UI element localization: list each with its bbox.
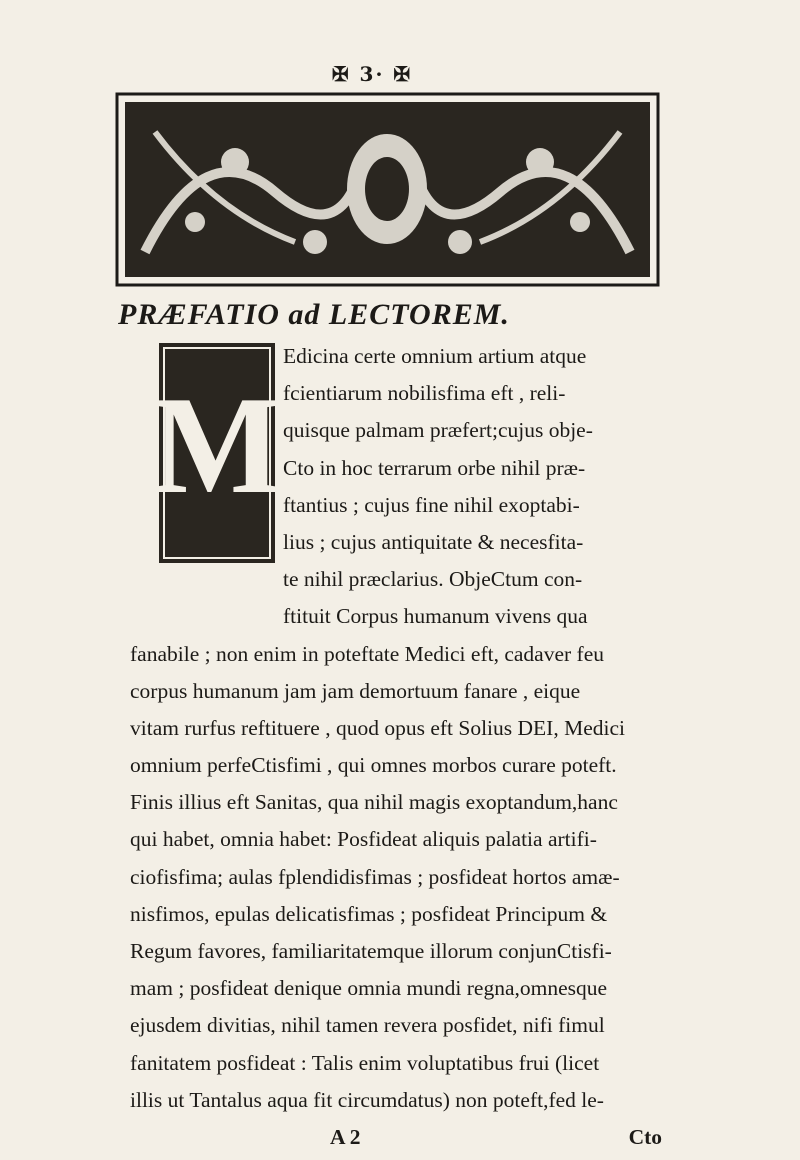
text-line: te nihil præclarius. ObjeCtum con- [283, 567, 583, 592]
top-ornament: ✠ 3· ✠ [331, 62, 413, 86]
text-line: omnium perfeCtisfimi , qui omnes morbos curare poteft. [130, 753, 617, 778]
text-line: nisfimos, epulas delicatisfimas ; posfideat Principum & [130, 901, 608, 926]
text-line: corpus humanum jam jam demortuum fanare , eique [130, 678, 581, 703]
text-line: Cto in hoc terrarum orbe nihil præ- [283, 455, 586, 480]
text-line: fcientiarum nobilisfima eft , reli- [283, 381, 566, 406]
text-line: ftantius ; cujus fine nihil exoptabi- [283, 492, 580, 517]
text-line: lius ; cujus antiquitate & necesfita- [283, 529, 584, 554]
text-line: ftituit Corpus humanum vivens qua [283, 604, 588, 629]
text-line: illis ut Tantalus aqua fit circumdatus) non poteft,fed le- [130, 1087, 604, 1112]
page-title: PRÆFATIO ad LECTOREM. [118, 298, 510, 331]
text-line: fanitatem posfideat : Talis enim voluptatibus frui (licet [130, 1050, 600, 1075]
text-line: Regum favores, familiaritatemque illorum conjunCtisfi- [130, 939, 612, 963]
text-line: fanabile ; non enim in poteftate Medici eft, cadaver feu [130, 641, 604, 666]
text-line: ejusdem divitias, nihil tamen revera posfidet, nifi fimul [130, 1013, 605, 1038]
text-line: ciofisfima; aulas fplendidisfimas ; posfideat hortos amæ- [130, 864, 620, 889]
footer-line [130, 1119, 752, 1156]
text-line: Finis illius eft Sanitas, qua nihil magis exoptandum,hanc [130, 790, 618, 815]
text-line: Edicina certe omnium artium atque [283, 344, 587, 368]
text-line: quisque palmam præfert;cujus obje- [283, 418, 593, 443]
text-line: mam ; posfideat denique omnia mundi regna,omnesque [130, 976, 608, 1001]
text-line: qui habet, omnia habet: Posfideat aliquis palatia artifi- [130, 827, 597, 852]
svg-text:M: M [150, 368, 284, 523]
decorative-headpiece [115, 92, 660, 287]
text-line: vitam rurfus reftituere , quod opus eft Solius DEI, Medici [130, 715, 625, 740]
catchword: Cto [628, 1124, 662, 1149]
signature-mark: A 2 [330, 1124, 361, 1149]
preface-text [130, 338, 752, 1156]
